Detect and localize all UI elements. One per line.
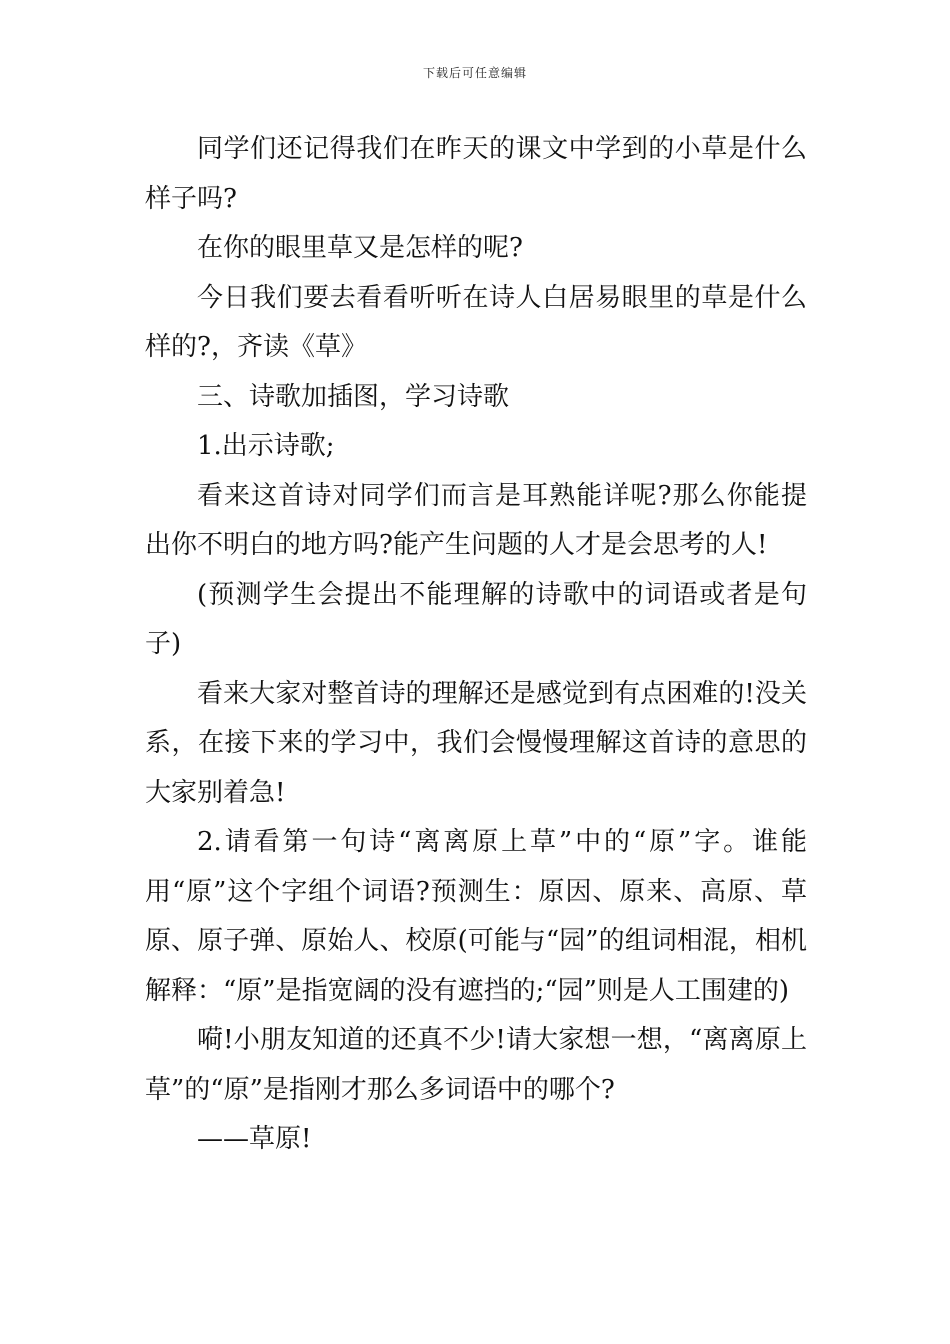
page-header: 下载后可任意编辑 — [422, 66, 527, 80]
paragraph-step-1: 1.出示诗歌; — [197, 431, 335, 461]
paragraph-11: ——草原! — [197, 1124, 312, 1154]
paragraph-7: (预测学生会提出不能理解的诗歌中的词语或者是句子) — [145, 579, 807, 659]
section-heading: 三、诗歌加插图，学习诗歌 — [197, 381, 510, 412]
paragraph-2: 在你的眼里草又是怎样的呢? — [197, 233, 523, 263]
paragraph-step-2: 2.请看第一句诗“离离原上草”中的“原”字。谁能用“原”这个字组个词语?预测生：原因、原来、高原、草原、原子弹、原始人、校原(可能与“园”的组词相混，相机解释：“原”是指宽阔的没有遮挡的;“园”则是人工围建的) — [145, 827, 807, 1006]
paragraph-10: 嗬!小朋友知道的还真不少!请大家想一想，“离离原上草”的“原”是指刚才那么多词语中的哪个? — [145, 1025, 807, 1105]
paragraph-8: 看来大家对整首诗的理解还是感觉到有点困难的!没关系，在接下来的学习中，我们会慢慢理解这首诗的意思的大家别着急! — [145, 678, 807, 808]
paragraph-3: 今日我们要去看看听听在诗人白居易眼里的草是什么样的?，齐读《草》 — [145, 282, 807, 362]
paragraph-1: 同学们还记得我们在昨天的课文中学到的小草是什么样子吗? — [145, 134, 807, 214]
document-body — [145, 125, 807, 1165]
paragraph-6: 看来这首诗对同学们而言是耳熟能详呢?那么你能提出你不明白的地方吗?能产生问题的人才是会思考的人! — [145, 480, 807, 560]
